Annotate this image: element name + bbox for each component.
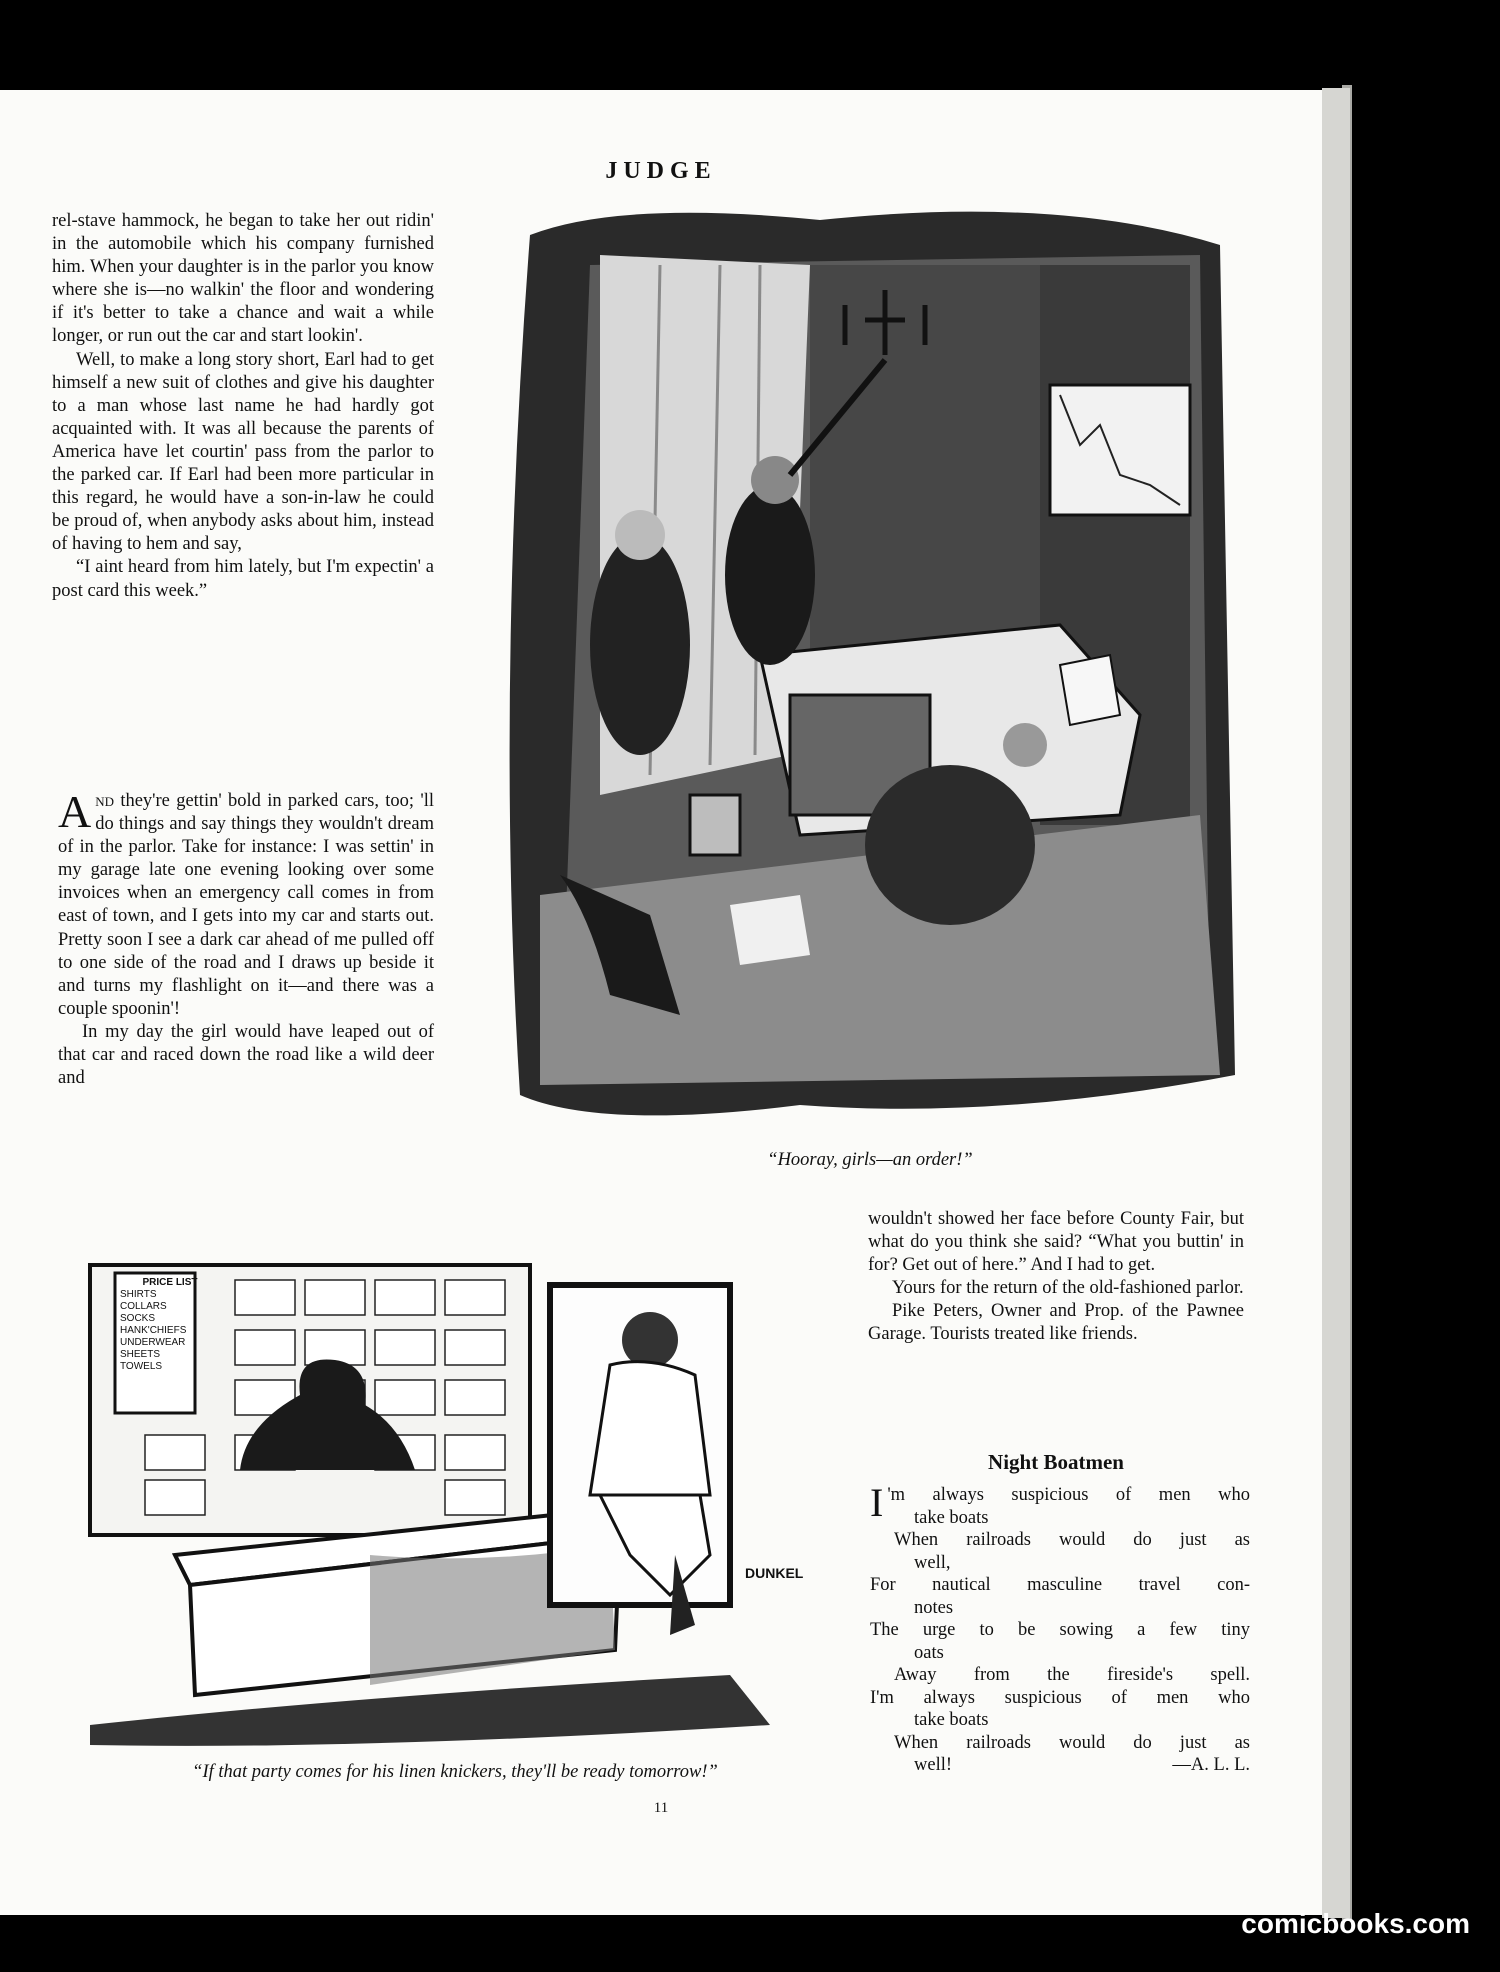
price-list-item: SOCKS [120, 1313, 156, 1324]
price-list-item: SHEETS [120, 1349, 161, 1360]
price-list-item: HANK'CHIEFS [120, 1325, 187, 1336]
poem-line: take boats [914, 1507, 989, 1528]
poem-title: Night Boatmen [988, 1450, 1124, 1474]
paragraph: Yours for the return of the old-fashioned parlor. [892, 1278, 1244, 1299]
paragraph [58, 786, 434, 1021]
page-edge-shadow [1322, 88, 1350, 1918]
poem-line: I'm always suspicious of men who [870, 1687, 1250, 1708]
price-list-title: PRICE LIST [142, 1277, 198, 1288]
poem-line: For nautical masculine travel con- [870, 1575, 1250, 1595]
price-list-sign [120, 1277, 220, 1373]
page-number: 11 [653, 1800, 669, 1816]
paragraph: “I aint heard from him lately, but I'm expectin' a post card this week.” [52, 557, 434, 601]
artist-signature: DUNKEL [745, 1565, 804, 1581]
poem-line: When railroads would do just as [894, 1530, 1250, 1550]
poem-line: oats [914, 1642, 944, 1663]
poem-line: well, [914, 1552, 951, 1573]
paragraph: In my day the girl would have leaped out of that car and raced down the road like a wild deer and [58, 1021, 434, 1089]
cartoon-caption: “If that party comes for his linen knickers, they'll be ready tomorrow!” [192, 1762, 718, 1782]
small-caps-lead: nd [95, 791, 115, 811]
paragraph: wouldn't showed her face before County Fair, but what do you think she said? “What you buttin' in for? Get out of here.” And I had to get. [868, 1209, 1244, 1276]
poem-signature: —A. L. L. [1172, 1755, 1250, 1775]
paragraph: Pike Peters, Owner and Prop. of the Pawnee Garage. Tourists treated like friends. [868, 1301, 1244, 1345]
paragraph-text: they're gettin' bold in parked cars, too; 'll do things and say things they wouldn't dream of in the parlor. Take for instance: I was settin' in my garage late one evening looking over some invoices when an emergency call comes in from east of town, and I gets into my car and starts out. Pretty soon I see a dark car ahead of me pulled off to one side of the road and I draws up beside it and turns my flashlight on it—and there was a couple spoonin'! [58, 791, 434, 1019]
drop-cap: I [870, 1480, 884, 1525]
price-list-item: SHIRTS [120, 1289, 157, 1300]
cartoon-office-cleaners [500, 195, 1240, 1135]
poem-line: take boats [914, 1710, 989, 1730]
poem [870, 1480, 1250, 1777]
poem-lines [870, 1507, 1250, 1755]
poem-line: Away from the fireside's spell. [894, 1665, 1250, 1685]
masthead: JUDGE [605, 158, 717, 184]
poem-line-text: well! [914, 1755, 953, 1775]
article-column-right [868, 1208, 1244, 1347]
price-list-item: UNDERWEAR [120, 1337, 186, 1348]
price-list-item: TOWELS [120, 1361, 163, 1372]
poem-line: notes [914, 1597, 954, 1618]
poem-line: The urge to be sowing a few tiny [870, 1620, 1250, 1640]
poem-line: When railroads would do just as [894, 1732, 1250, 1753]
price-list-item: COLLARS [120, 1301, 167, 1312]
poem-line-text: 'm always suspicious of men who [887, 1485, 1250, 1505]
cartoon-caption: “Hooray, girls—an order!” [767, 1150, 973, 1170]
paragraph: Well, to make a long story short, Earl had to get himself a new suit of clothes and give his daughter to a man whose last name he had hardly got acquainted with. It was all because the parents of America have let courtin' pass from the parlor to the parked car. If Earl had been more particular in this regard, he would have a son-in-law he could be proud of, when anybody asks about him, instead of having to hem and say, [52, 349, 434, 555]
paragraph: rel-stave hammock, he began to take her out ridin' in the automobile which his company furnished him. When your daughter is in the parlor you know where she is—no walkin' the floor and wondering if it's better to take a chance and wait a while longer, or run out the car and start lookin'. [52, 211, 434, 347]
article-column-left-top [52, 210, 434, 603]
poem-last-line [870, 1754, 1250, 1777]
drop-cap: A [58, 786, 92, 837]
watermark: comicbooks.com [1241, 1908, 1470, 1939]
article-column-left-bottom [58, 786, 434, 1090]
